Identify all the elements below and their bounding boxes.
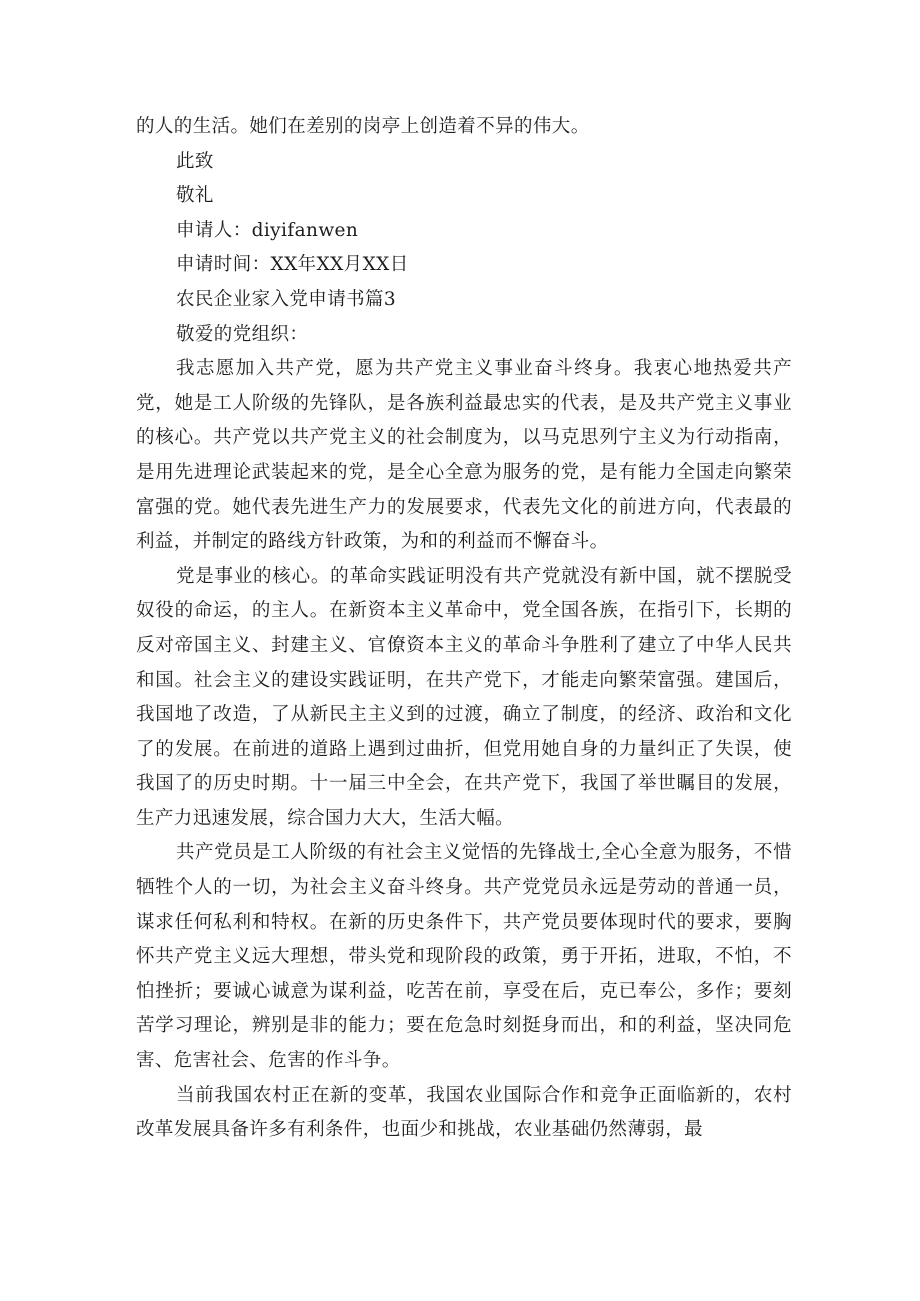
document-body xyxy=(136,110,792,1148)
body-paragraph-3: 共产党员是工人阶级的有社会主义觉悟的先锋战士,全心全意为服务，不惜牺牲个人的一切，为社会主义奋斗终身。共产党党员永远是劳动的普通一员，谋求任何私利和特权。在新的历史条件下，共产党员要体现时代的要求，要胸怀共产党主义远大理想，带头党和现阶段的政策，勇于开拓，进取，不怕，不怕挫折；要诚心诚意为谋利益，吃苦在前，享受在后，克已奉公，多作；要刻苦学习理论，辨别是非的能力；要在危急时刻挺身而出，和的利益，坚决同危害、危害社会、危害的作斗争。 xyxy=(136,842,792,1072)
closing-line-1: 此致 xyxy=(176,150,214,172)
body-paragraph-2: 党是事业的核心。的革命实践证明没有共产党就没有新中国，就不摆脱受奴役的命运，的主人。在新资本主义革命中，党全国各族，在指引下，长期的反对帝国主义、封建主义、官僚资本主义的革命斗争胜利了建立了中华人民共和国。社会主义的建设实践证明，在共产党下，才能走向繁荣富强。建国后，我国地了改造，了从新民主主义到的过渡，确立了制度，的经济、政治和文化了的发展。在前进的道路上遇到过曲折，但党用她自身的力量纠正了失误，使我国了的历史时期。十一届三中全会，在共产党下，我国了举世瞩目的发展，生产力迅速发展，综合国力大大，生活大幅。 xyxy=(136,565,792,829)
applicant-line: 申请人：diyifanwen xyxy=(176,219,359,241)
apply-date-line: 申请时间：XX年XX月XX日 xyxy=(176,254,409,276)
body-paragraph-4: 当前我国农村正在新的变革，我国农业国际合作和竞争正面临新的，农村改革发展具备许多有利条件，也面少和挑战，农业基础仍然薄弱，最 xyxy=(136,1084,792,1141)
continued-text-line: 的人的生活。她们在差别的岗亭上创造着不异的伟大。 xyxy=(136,116,590,137)
body-paragraph-1: 我志愿加入共产党，愿为共产党主义事业奋斗终身。我衷心地热爱共产党，她是工人阶级的先锋队，是各族利益最忠实的代表，是及共产党主义事业的核心。共产党以共产党主义的社会制度为，以马克思列宁主义为行动指南，是用先进理论武装起来的党，是全心全意为服务的党，是有能力全国走向繁荣富强的党。她代表先进生产力的发展要求，代表先文化的前进方向，代表最的利益，并制定的路线方针政策，为和的利益而不懈奋斗。 xyxy=(136,358,792,553)
closing-line-2: 敬礼 xyxy=(176,185,214,207)
salutation-line: 敬爱的党组织： xyxy=(176,323,309,345)
section-title: 农民企业家入党申请书篇3 xyxy=(176,288,397,310)
